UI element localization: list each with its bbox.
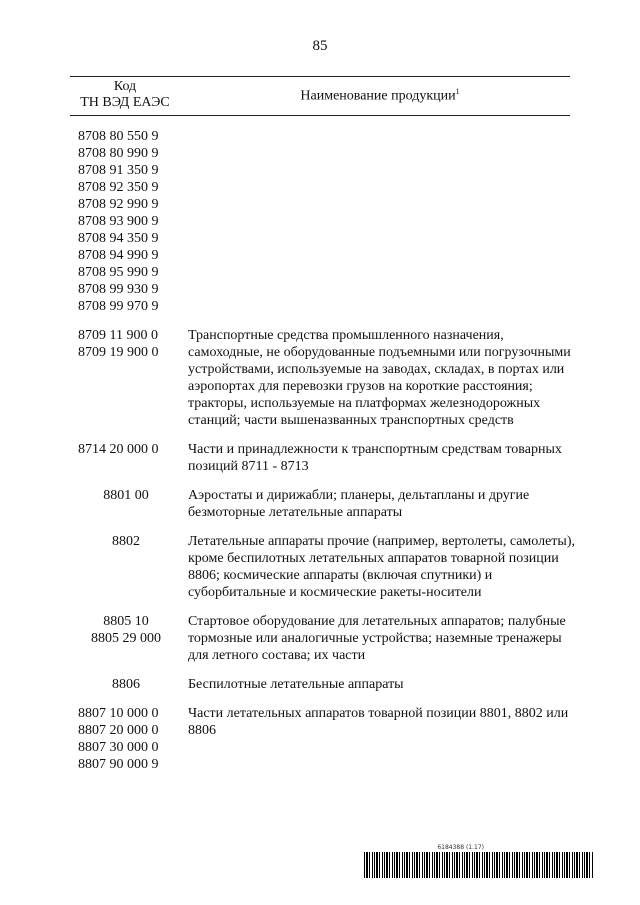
row-code-cell [78, 327, 188, 429]
row-code-cell [78, 128, 188, 315]
header-footnote-mark: 1 [455, 87, 460, 96]
barcode-area [364, 844, 594, 884]
tn-ved-code: 8807 90 000 9 [78, 757, 159, 772]
tn-ved-code: 8807 30 000 0 [78, 740, 159, 755]
table-row [78, 705, 578, 773]
row-product-name: Беспилотные летательные аппараты [188, 677, 404, 692]
row-code-cell [78, 533, 188, 601]
tn-ved-code: 8708 80 550 9 [78, 129, 159, 144]
table-row [78, 441, 578, 475]
row-code-cell [78, 613, 188, 664]
row-code-cell [78, 487, 188, 521]
tn-ved-code: 8807 20 000 0 [78, 723, 159, 738]
table-row [78, 327, 578, 429]
header-name-label: Наименование продукции [300, 88, 456, 104]
table-row [78, 533, 578, 601]
table-header [70, 76, 570, 116]
tn-ved-code: 8805 10 [103, 614, 149, 629]
row-product-name: Летательные аппараты прочие (например, вертолеты, самолеты), кроме беспилотных летательных аппаратов товарной позиции 8806; космические аппараты (включая спутники) и суборбитальные и космические ракеты-носители [188, 534, 575, 600]
tn-ved-code: 8708 94 350 9 [78, 231, 159, 246]
tn-ved-code: 8805 29 000 [91, 631, 161, 646]
table-row [78, 613, 578, 664]
tn-ved-code: 8807 10 000 0 [78, 706, 159, 721]
tn-ved-code: 8708 94 990 9 [78, 248, 159, 263]
table-row [78, 487, 578, 521]
table-row [78, 128, 578, 315]
row-code-cell [78, 441, 188, 475]
tn-ved-code: 8708 95 990 9 [78, 265, 159, 280]
tn-ved-code: 8708 93 900 9 [78, 214, 159, 229]
row-product-name [188, 128, 578, 315]
barcode-image [364, 852, 594, 878]
page-number: 85 [312, 38, 328, 54]
row-product-name: Стартовое оборудование для летательных аппаратов; палубные тормозные или аналогичные устройства; наземные тренажеры для летного состава; их части [188, 614, 566, 663]
tn-ved-code: 8708 91 350 9 [78, 163, 159, 178]
tn-ved-code: 8714 20 000 0 [78, 442, 159, 457]
row-product-name: Части летательных аппаратов товарной позиции 8801, 8802 или 8806 [188, 706, 569, 738]
tn-ved-code: 8802 [112, 534, 140, 549]
row-product-name: Транспортные средства промышленного назначения, самоходные, не оборудованные подъемными или погрузочными устройствами, используемые на заводах, складах, в портах или аэропортах для перевозки грузов на короткие расстояния; тракторы, используемые на платформах железнодорожных станций; части вышеназванных транспортных средств [188, 328, 571, 428]
tn-ved-code: 8801 00 [103, 488, 149, 503]
row-product-name: Части и принадлежности к транспортным средствам товарных позиций 8711 - 8713 [188, 442, 562, 474]
tn-ved-code: 8709 19 900 0 [78, 345, 159, 360]
header-code-column [70, 79, 180, 111]
header-name-column [190, 87, 570, 105]
tn-ved-code: 8708 92 990 9 [78, 197, 159, 212]
row-code-cell [78, 705, 188, 773]
tn-ved-code: 8806 [112, 677, 140, 692]
tn-ved-code: 8708 92 350 9 [78, 180, 159, 195]
tn-ved-code: 8708 99 970 9 [78, 299, 159, 314]
tn-ved-code: 8708 80 990 9 [78, 146, 159, 161]
header-code-line1: Код [113, 79, 137, 94]
tn-ved-code: 8708 99 930 9 [78, 282, 159, 297]
table-row [78, 676, 578, 693]
row-code-cell [78, 676, 188, 693]
header-code-line2: ТН ВЭД ЕАЭС [80, 95, 170, 110]
table-body [78, 128, 578, 785]
tn-ved-code: 8709 11 900 0 [78, 328, 158, 343]
barcode-caption: 6184388 (1.17) [437, 844, 484, 851]
row-product-name: Аэростаты и дирижабли; планеры, дельтапланы и другие безмоторные летательные аппараты [188, 488, 530, 520]
